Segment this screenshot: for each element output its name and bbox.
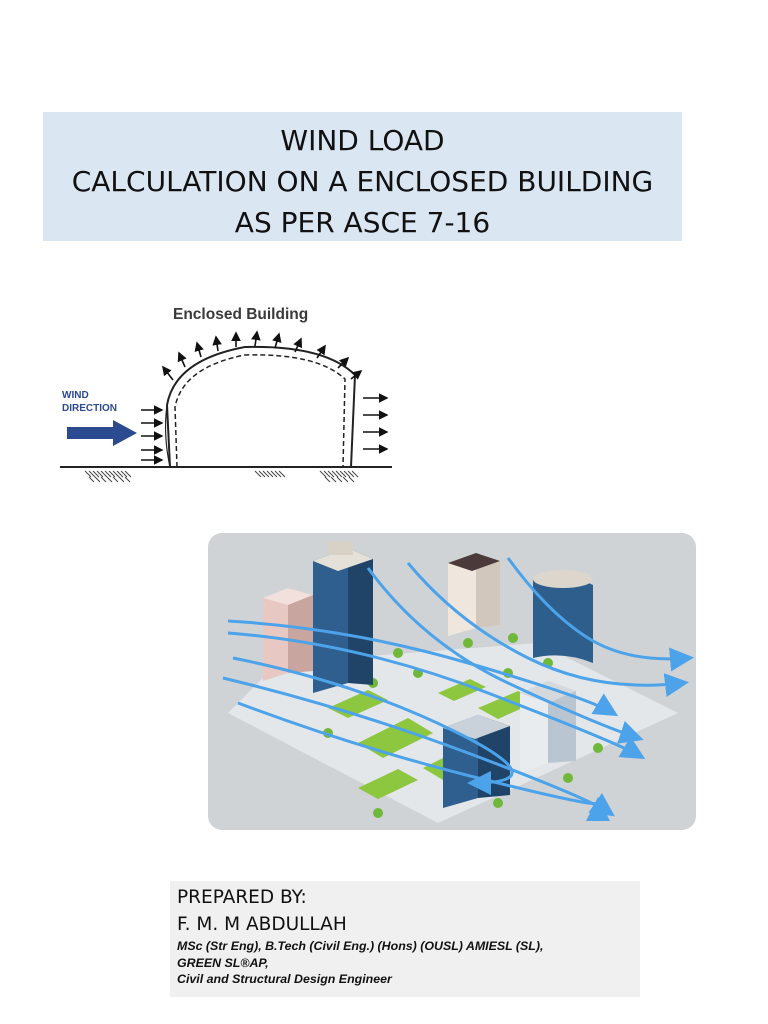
enclosed-building-heading: Enclosed Building: [173, 306, 309, 323]
building-round: [533, 570, 593, 663]
enclosed-building-diagram: [55, 295, 395, 500]
title-line-1: WIND LOAD: [280, 124, 445, 157]
title-line-3: AS PER ASCE 7-16: [234, 206, 491, 239]
ground-hatch-right: [320, 471, 358, 482]
ground-hatch-center: [255, 471, 285, 477]
prepared-by-label: PREPARED BY:: [177, 887, 307, 908]
author-name: F. M. M ABDULLAH: [177, 914, 347, 935]
credentials-line-3: Civil and Structural Design Engineer: [177, 972, 392, 986]
roof-pressure-arrows: [163, 332, 361, 380]
wind-label-line-1: WIND: [62, 390, 89, 401]
leeward-arrows: [363, 398, 387, 449]
building-inner-wall: [175, 355, 345, 467]
tower-tall: [313, 541, 373, 693]
building-outer-wall: [167, 347, 355, 467]
ground-hatch-left: [85, 471, 131, 482]
windward-arrows: [141, 410, 162, 460]
wind-direction-arrow-icon: [67, 420, 137, 446]
author-block: [170, 881, 640, 997]
credentials-line-2: GREEN SL®AP,: [177, 955, 269, 970]
wind-label-line-2: DIRECTION: [62, 403, 117, 414]
title-line-2: CALCULATION ON A ENCLOSED BUILDING: [71, 165, 654, 198]
city-wind-illustration: [208, 533, 696, 830]
title-banner: [43, 112, 682, 241]
credentials-line-1: MSc (Str Eng), B.Tech (Civil Eng.) (Hons) (OUSL) AMIESL (SL),: [177, 939, 544, 953]
